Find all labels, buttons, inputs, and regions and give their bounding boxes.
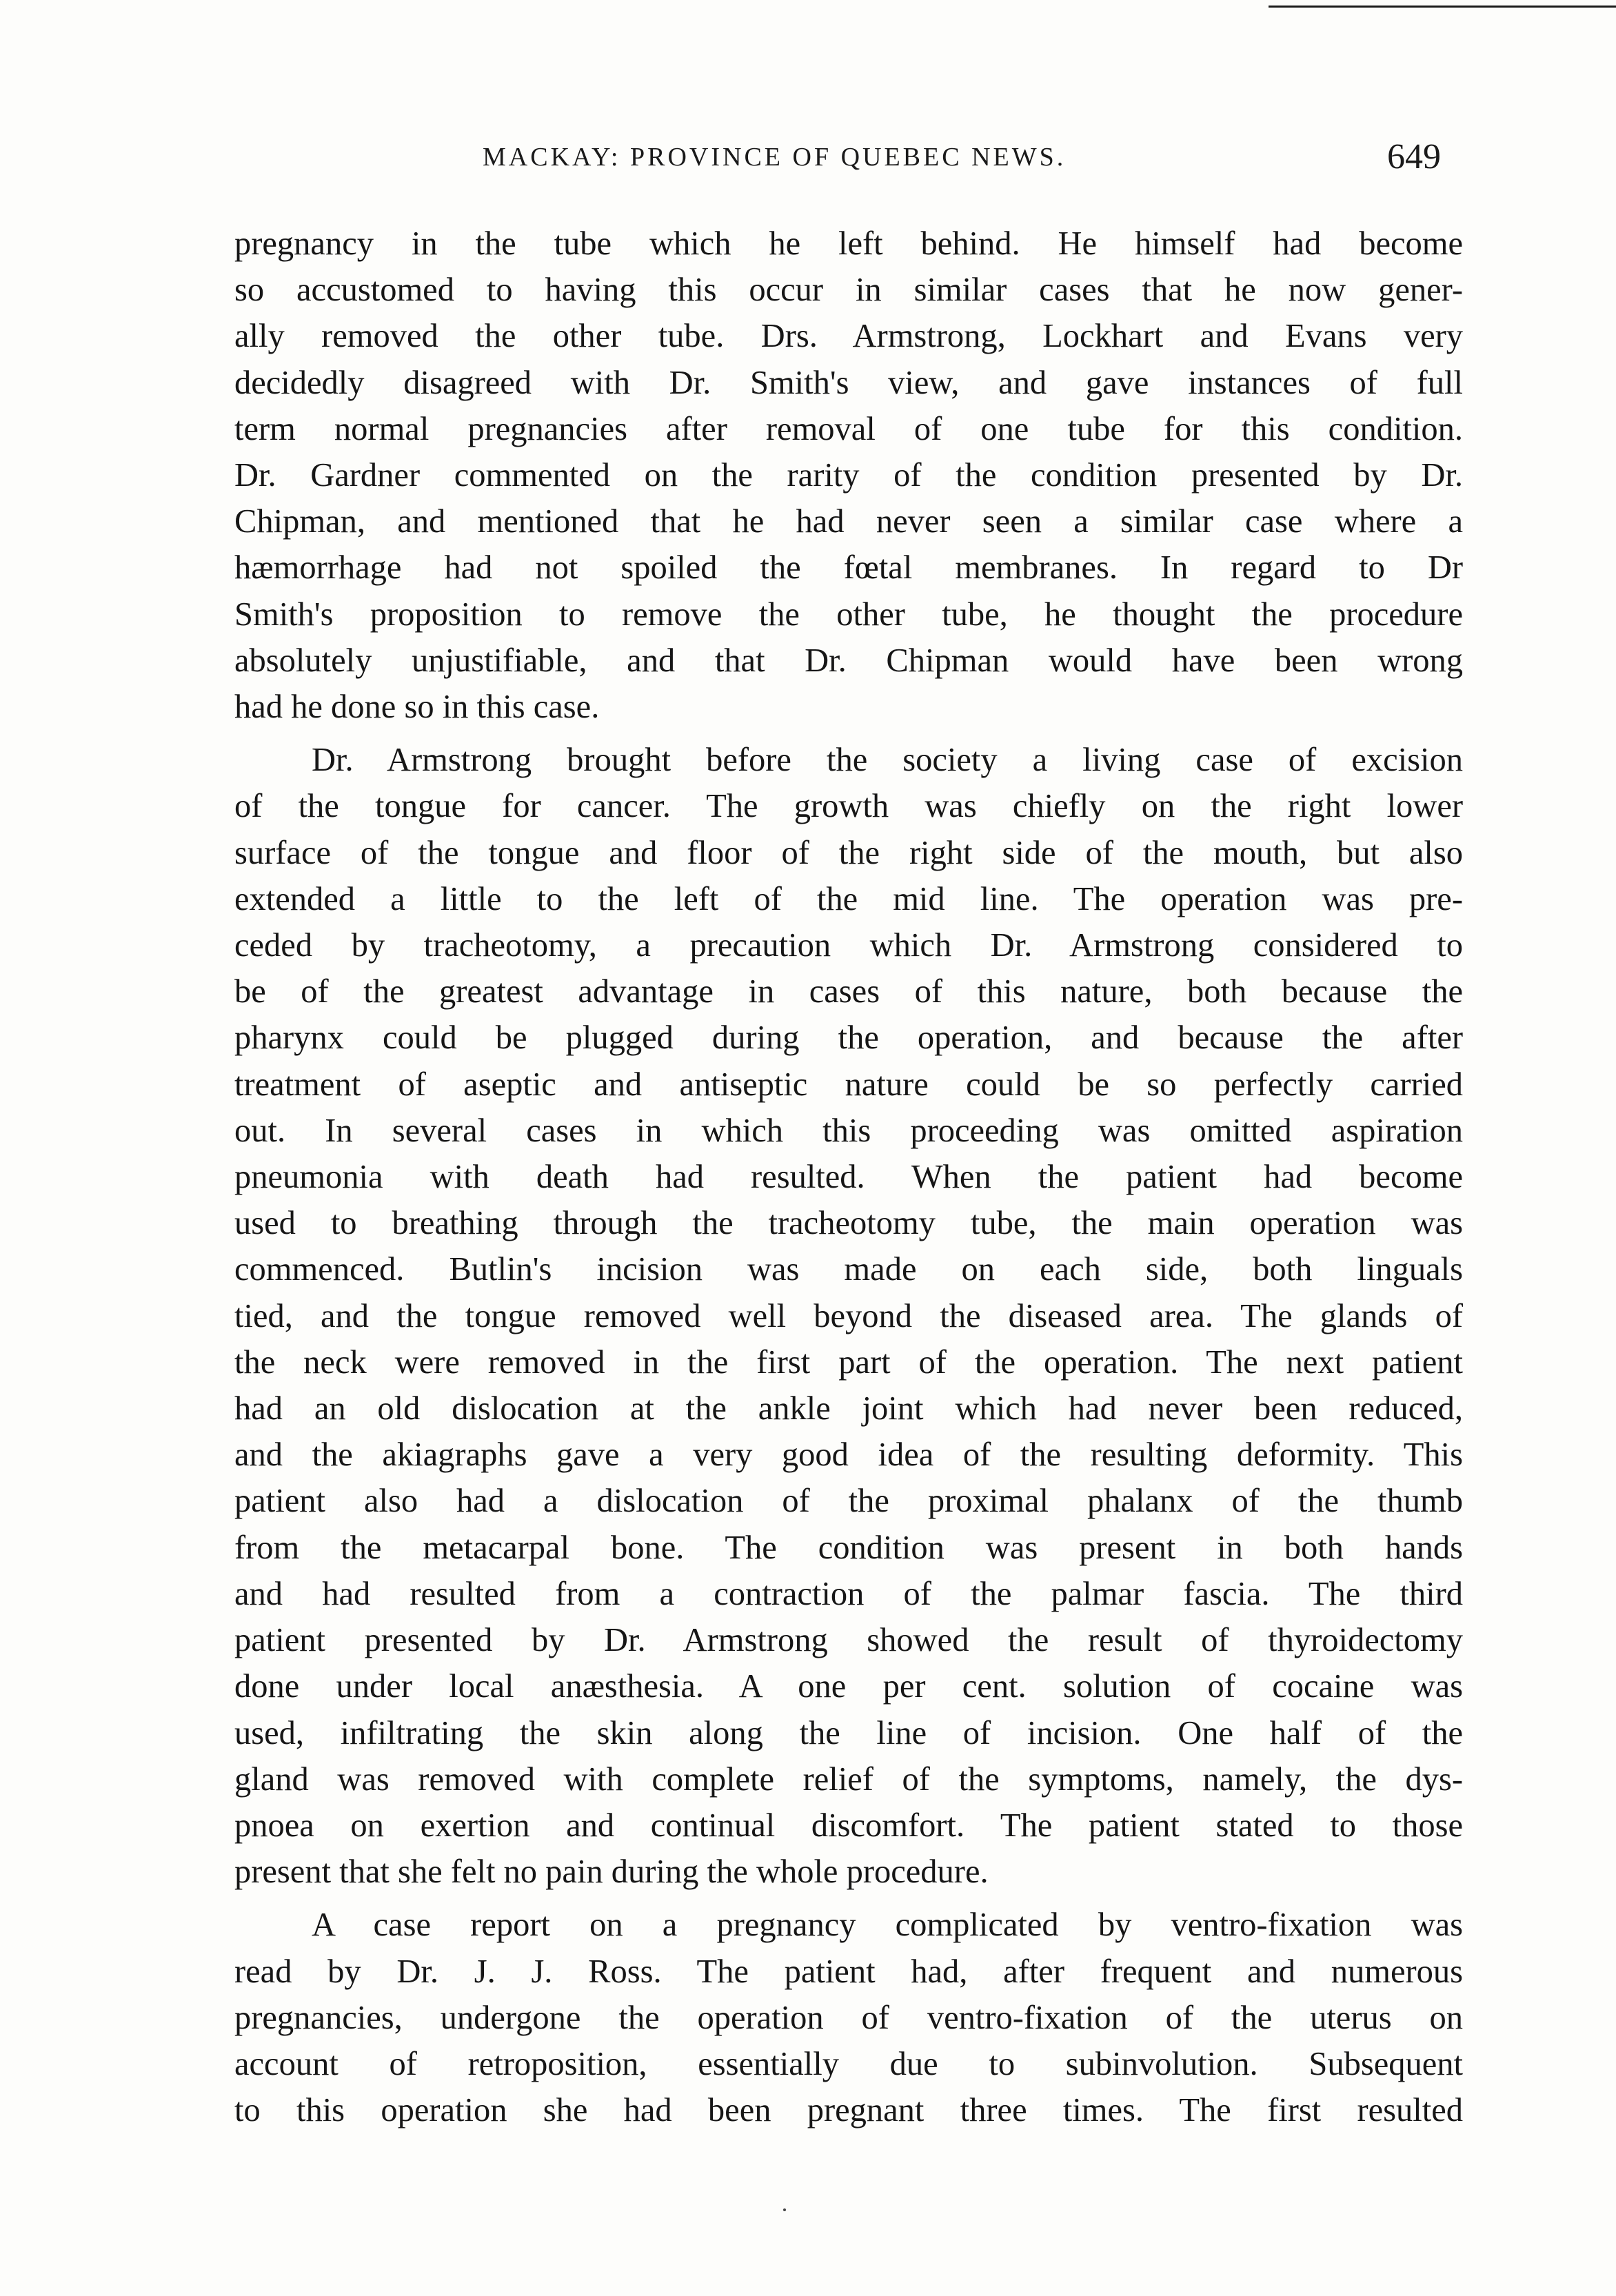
text-line: patient presented by Dr. Armstrong showed the result of thyroidectomy	[234, 1622, 1463, 1659]
text-line: had an old dislocation at the ankle joint which had never been reduced,	[234, 1390, 1463, 1428]
text-line: read by Dr. J. J. Ross. The patient had, after frequent and numerous	[234, 1953, 1463, 1990]
text-line: ceded by tracheotomy, a precaution which Dr. Armstrong considered to	[234, 927, 1463, 964]
text-line: tied, and the tongue removed well beyond the diseased area. The glands of	[234, 1297, 1463, 1334]
text-line: out. In several cases in which this proceeding was omitted aspiration	[234, 1112, 1463, 1149]
text-line: gland was removed with complete relief of the symptoms, namely, the dys-	[234, 1760, 1463, 1798]
top-edge-rule	[1269, 6, 1616, 8]
text-line: Smith's proposition to remove the other tube, he thought the procedure	[234, 596, 1463, 633]
body-text	[234, 221, 1463, 2133]
running-title: MACKAY: PROVINCE OF QUEBEC NEWS.	[483, 143, 1067, 172]
text-line: used, infiltrating the skin along the line of incision. One half of the	[234, 1714, 1463, 1751]
text-line: A case report on a pregnancy complicated by ventro-fixation was	[312, 1907, 1463, 1944]
text-line: commenced. Butlin's incision was made on each side, both linguals	[234, 1251, 1463, 1288]
text-line: so accustomed to having this occur in similar cases that he now gener-	[234, 272, 1463, 309]
text-line: pneumonia with death had resulted. When the patient had become	[234, 1159, 1463, 1196]
text-line: had he done so in this case.	[234, 689, 600, 726]
text-line: Dr. Gardner commented on the rarity of the condition presented by Dr.	[234, 457, 1463, 494]
text-line: decidedly disagreed with Dr. Smith's view, and gave instances of full	[234, 364, 1463, 401]
text-line: ally removed the other tube. Drs. Armstrong, Lockhart and Evans very	[234, 318, 1463, 355]
text-line: to this operation she had been pregnant three times. The first resulted	[234, 2092, 1463, 2129]
text-line: be of the greatest advantage in cases of this nature, both because the	[234, 973, 1463, 1010]
text-line: the neck were removed in the first part of the operation. The next patient	[234, 1343, 1463, 1381]
text-line: Dr. Armstrong brought before the society a living case of excision	[312, 742, 1463, 779]
text-line: hæmorrhage had not spoiled the fœtal membranes. In regard to Dr	[234, 549, 1463, 587]
text-line: extended a little to the left of the mid line. The operation was pre-	[234, 880, 1463, 917]
text-line: Chipman, and mentioned that he had never seen a similar case where a	[234, 503, 1463, 540]
text-line: used to breathing through the tracheotomy tube, the main operation was	[234, 1205, 1463, 1242]
text-line: of the tongue for cancer. The growth was chiefly on the right lower	[234, 788, 1463, 825]
text-line: term normal pregnancies after removal of one tube for this condition.	[234, 410, 1463, 447]
text-line: pnoea on exertion and continual discomfort. The patient stated to those	[234, 1807, 1463, 1844]
paragraph-3	[234, 1902, 1463, 2133]
text-line: present that she felt no pain during the whole procedure.	[234, 1853, 989, 1891]
text-line: account of retroposition, essentially due to subinvolution. Subsequent	[234, 2045, 1463, 2082]
text-line: done under local anæsthesia. A one per cent. solution of cocaine was	[234, 1668, 1463, 1705]
paragraph-1	[234, 221, 1463, 730]
text-line: patient also had a dislocation of the proximal phalanx of the thumb	[234, 1483, 1463, 1520]
text-line: absolutely unjustifiable, and that Dr. Chipman would have been wrong	[234, 642, 1463, 679]
text-line: pharynx could be plugged during the operation, and because the after	[234, 1019, 1463, 1057]
paragraph-2	[234, 737, 1463, 1895]
text-line: and had resulted from a contraction of the palmar fascia. The third	[234, 1575, 1463, 1612]
page-number: 649	[1387, 137, 1441, 176]
paper-speck	[783, 2208, 786, 2211]
text-line: and the akiagraphs gave a very good idea of the resulting deformity. This	[234, 1436, 1463, 1474]
text-line: pregnancies, undergone the operation of ventro-fixation of the uterus on	[234, 1999, 1463, 2036]
text-line: from the metacarpal bone. The condition was present in both hands	[234, 1529, 1463, 1566]
text-line: treatment of aseptic and antiseptic nature could be so perfectly carried	[234, 1066, 1463, 1103]
text-line: surface of the tongue and floor of the right side of the mouth, but also	[234, 834, 1463, 871]
text-line: pregnancy in the tube which he left behind. He himself had become	[234, 225, 1463, 262]
